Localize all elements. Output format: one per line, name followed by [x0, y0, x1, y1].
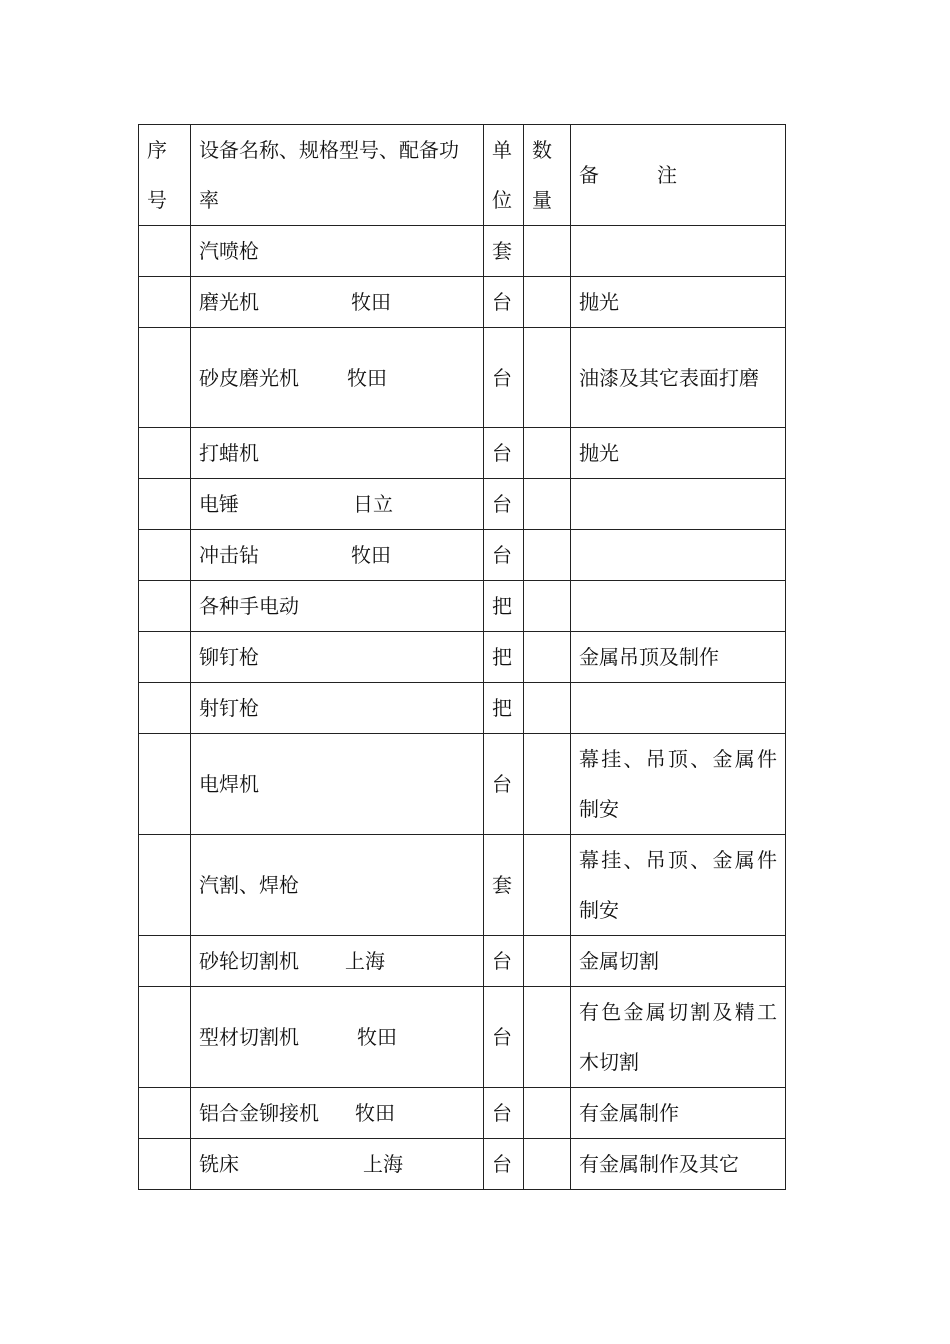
table-row — [139, 1088, 786, 1139]
table-row — [139, 428, 786, 479]
cell-qty — [524, 428, 571, 479]
cell-name — [191, 428, 484, 479]
equipment-name: 铝合金铆接机 — [199, 1101, 319, 1125]
table-row — [139, 632, 786, 683]
cell-qty — [524, 632, 571, 683]
cell-unit: 台 — [484, 734, 524, 835]
cell-qty — [524, 226, 571, 277]
cell-qty — [524, 530, 571, 581]
table-row — [139, 936, 786, 987]
cell-note — [571, 479, 786, 530]
cell-name — [191, 632, 484, 683]
cell-note: 金属切割 — [571, 936, 786, 987]
equipment-name: 汽喷枪 — [199, 239, 259, 263]
equipment-brand: 上海 — [345, 949, 385, 973]
cell-note: 幕挂、吊顶、金属件制安 — [571, 734, 786, 835]
equipment-name: 冲击钻 — [199, 543, 259, 567]
equipment-name: 砂轮切割机 — [199, 949, 299, 973]
cell-unit: 台 — [484, 277, 524, 328]
cell-name — [191, 479, 484, 530]
equipment-name: 射钉枪 — [199, 696, 259, 720]
cell-note — [571, 581, 786, 632]
cell-qty — [524, 1088, 571, 1139]
table-row — [139, 530, 786, 581]
cell-note — [571, 226, 786, 277]
cell-qty — [524, 683, 571, 734]
equipment-name: 汽割、焊枪 — [199, 873, 299, 897]
cell-qty — [524, 328, 571, 428]
equipment-name: 打蜡机 — [199, 441, 259, 465]
equipment-brand: 牧田 — [355, 1101, 395, 1125]
equipment-brand: 上海 — [363, 1152, 403, 1176]
equipment-brand: 日立 — [353, 492, 393, 516]
equipment-brand: 牧田 — [351, 290, 391, 314]
table-row — [139, 581, 786, 632]
table-row — [139, 479, 786, 530]
table-row — [139, 226, 786, 277]
cell-name — [191, 936, 484, 987]
equipment-name: 型材切割机 — [199, 1025, 299, 1049]
cell-qty — [524, 479, 571, 530]
cell-no — [139, 277, 191, 328]
cell-no — [139, 581, 191, 632]
cell-unit: 把 — [484, 632, 524, 683]
equipment-name: 铆钉枪 — [199, 645, 259, 669]
equipment-brand: 牧田 — [347, 365, 387, 390]
cell-name — [191, 581, 484, 632]
cell-name — [191, 226, 484, 277]
cell-qty — [524, 835, 571, 936]
cell-no — [139, 632, 191, 683]
table-header-row — [139, 125, 786, 226]
cell-unit: 台 — [484, 1088, 524, 1139]
header-no: 序号 — [139, 125, 191, 226]
cell-qty — [524, 936, 571, 987]
cell-no — [139, 328, 191, 428]
header-qty: 数量 — [524, 125, 571, 226]
cell-name — [191, 683, 484, 734]
header-note-a: 备 — [579, 163, 599, 187]
cell-note: 有金属制作 — [571, 1088, 786, 1139]
cell-name — [191, 835, 484, 936]
header-unit: 单位 — [484, 125, 524, 226]
cell-qty — [524, 1139, 571, 1190]
cell-name — [191, 1139, 484, 1190]
cell-note: 抛光 — [571, 277, 786, 328]
cell-unit: 把 — [484, 683, 524, 734]
equipment-name: 铣床 — [199, 1152, 239, 1176]
equipment-brand: 牧田 — [357, 1025, 397, 1049]
cell-unit: 台 — [484, 428, 524, 479]
cell-note: 抛光 — [571, 428, 786, 479]
cell-note: 有金属制作及其它 — [571, 1139, 786, 1190]
cell-no — [139, 734, 191, 835]
cell-unit: 台 — [484, 936, 524, 987]
cell-unit: 台 — [484, 987, 524, 1088]
table-row — [139, 835, 786, 936]
cell-note: 油漆及其它表面打磨 — [571, 328, 786, 428]
table-row — [139, 683, 786, 734]
cell-qty — [524, 734, 571, 835]
cell-name — [191, 277, 484, 328]
cell-no — [139, 479, 191, 530]
cell-note — [571, 530, 786, 581]
header-name: 设备名称、规格型号、配备功率 — [191, 125, 484, 226]
cell-unit: 台 — [484, 1139, 524, 1190]
cell-no — [139, 683, 191, 734]
equipment-name: 电锤 — [199, 492, 239, 516]
cell-name — [191, 530, 484, 581]
equipment-table — [138, 124, 786, 1190]
cell-qty — [524, 987, 571, 1088]
equipment-name: 磨光机 — [199, 290, 259, 314]
table-row — [139, 277, 786, 328]
cell-no — [139, 1088, 191, 1139]
table-row — [139, 1139, 786, 1190]
cell-no — [139, 226, 191, 277]
cell-unit: 把 — [484, 581, 524, 632]
cell-unit: 台 — [484, 530, 524, 581]
equipment-name: 电焊机 — [199, 772, 259, 796]
cell-no — [139, 936, 191, 987]
header-note-b: 注 — [657, 163, 677, 187]
cell-note: 有色金属切割及精工木切割 — [571, 987, 786, 1088]
table-row — [139, 734, 786, 835]
cell-no — [139, 530, 191, 581]
cell-note: 幕挂、吊顶、金属件制安 — [571, 835, 786, 936]
cell-qty — [524, 581, 571, 632]
cell-name — [191, 987, 484, 1088]
equipment-name: 各种手电动 — [199, 594, 299, 618]
cell-no — [139, 835, 191, 936]
cell-unit: 台 — [484, 328, 524, 428]
cell-name — [191, 328, 484, 428]
cell-unit: 台 — [484, 479, 524, 530]
cell-note: 金属吊顶及制作 — [571, 632, 786, 683]
cell-note — [571, 683, 786, 734]
equipment-name: 砂皮磨光机 — [199, 365, 299, 390]
table-body — [139, 226, 786, 1190]
cell-unit: 套 — [484, 226, 524, 277]
cell-no — [139, 1139, 191, 1190]
cell-unit: 套 — [484, 835, 524, 936]
cell-name — [191, 1088, 484, 1139]
cell-no — [139, 987, 191, 1088]
table-row — [139, 987, 786, 1088]
equipment-brand: 牧田 — [351, 543, 391, 567]
cell-qty — [524, 277, 571, 328]
table-row — [139, 328, 786, 428]
cell-no — [139, 428, 191, 479]
header-note — [571, 125, 786, 226]
cell-name — [191, 734, 484, 835]
